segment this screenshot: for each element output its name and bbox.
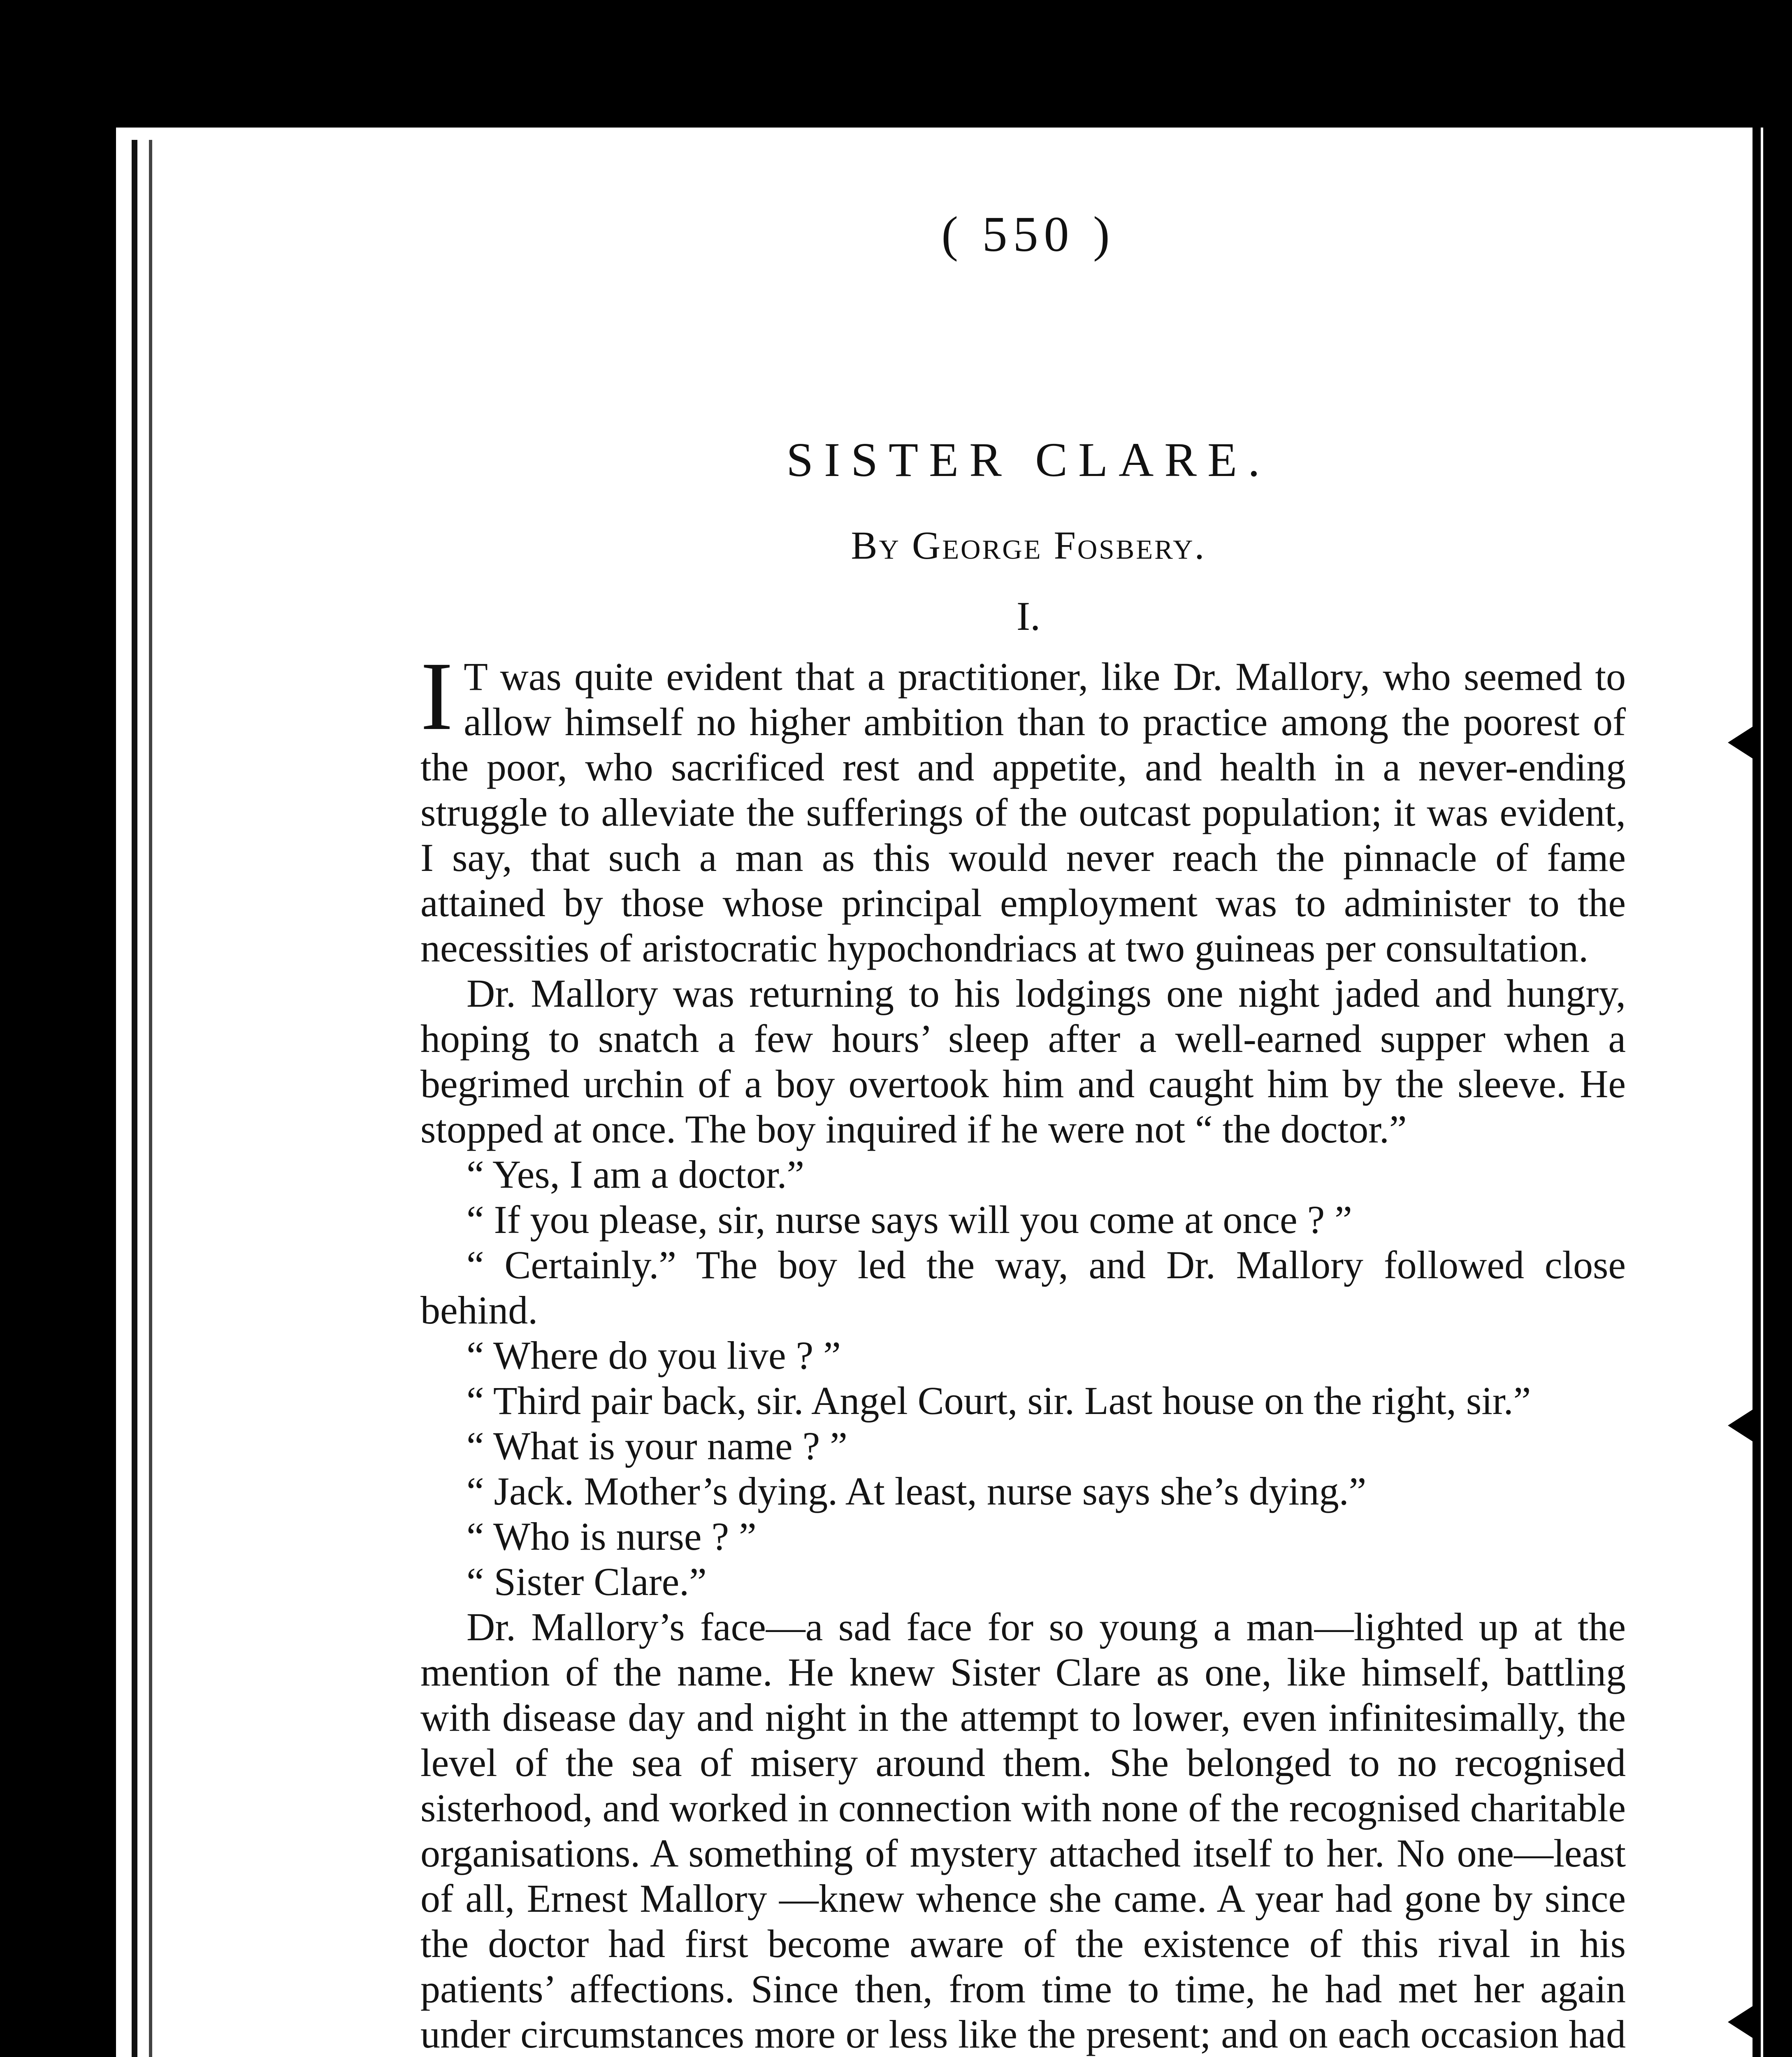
author-byline: By George Fosbery.: [851, 523, 1206, 567]
paragraph: “ Yes, I am a doctor.”: [467, 1152, 805, 1196]
paragraph: “ Where do you live ? ”: [467, 1333, 841, 1377]
binding-edge-inner: [149, 140, 152, 2057]
paragraph: “ Certainly.” The boy led the way, and Dr. Mallory followed close behind.: [420, 1243, 1626, 1332]
paragraph: [420, 642, 1626, 971]
page-right-edge: [1753, 123, 1761, 2057]
paragraph-text: T was quite evident that a practitioner, like Dr. Mallory, who seemed to allow himself no higher ambition than to practice among the poorest of the poor, who sacrificed rest and appetite, and health in a never-ending struggle to alleviate the sufferings of the outcast population; it was evident, I say, that such a man as this would never reach the pinnacle of fame attained by those whose principal employment was to administer to the necessities of aristocratic hypochondriacs at two guineas per consultation.: [420, 655, 1626, 970]
paragraph: “ If you please, sir, nurse says will you come at once ? ”: [467, 1198, 1352, 1242]
paragraph: “ Third pair back, sir. Angel Court, sir. Last house on the right, sir.”: [467, 1379, 1531, 1423]
paragraph: “ Sister Clare.”: [467, 1560, 707, 1604]
paragraph: Dr. Mallory was returning to his lodgings one night jaded and hungry, hoping to snatch a few hours’ sleep after a well-earned supper when a begrimed urchin of a boy overtook him and caught him by the sleeve. He stopped at once. The boy inquired if he were not “ the doctor.”: [420, 971, 1626, 1151]
drop-cap: I: [420, 642, 453, 750]
paragraph: “ Who is nurse ? ”: [467, 1514, 757, 1558]
binding-edge: [132, 140, 137, 2057]
paragraph: Dr. Mallory’s face—a sad face for so young a man—lighted up at the mention of the name. He knew Sister Clare as one, like himself, battling with disease day and night in the attempt to lower, even infinitesimally, the level of the sea of misery around them. She belonged to no recognised sisterhood, and worked in connection with none of the recognised charitable organisations. A something of mystery attached itself to her. No one—least of all, Ernest Mallory —knew whence she came. A year had gone by since the doctor had first become aware of the existence of this rival in his patients’ affections. Since then, from time to time, he had met her again under circumstances more or less like the present; and on each occasion had: [420, 1605, 1626, 2056]
story-title: SISTER CLARE.: [786, 433, 1271, 487]
paragraph: “ Jack. Mother’s dying. At least, nurse says she’s dying.”: [467, 1469, 1367, 1513]
story-body: [420, 642, 1626, 2057]
paragraph: “ What is your name ? ”: [467, 1424, 847, 1468]
chapter-number: I.: [1016, 593, 1041, 639]
page-number: ( 550 ): [941, 207, 1116, 262]
